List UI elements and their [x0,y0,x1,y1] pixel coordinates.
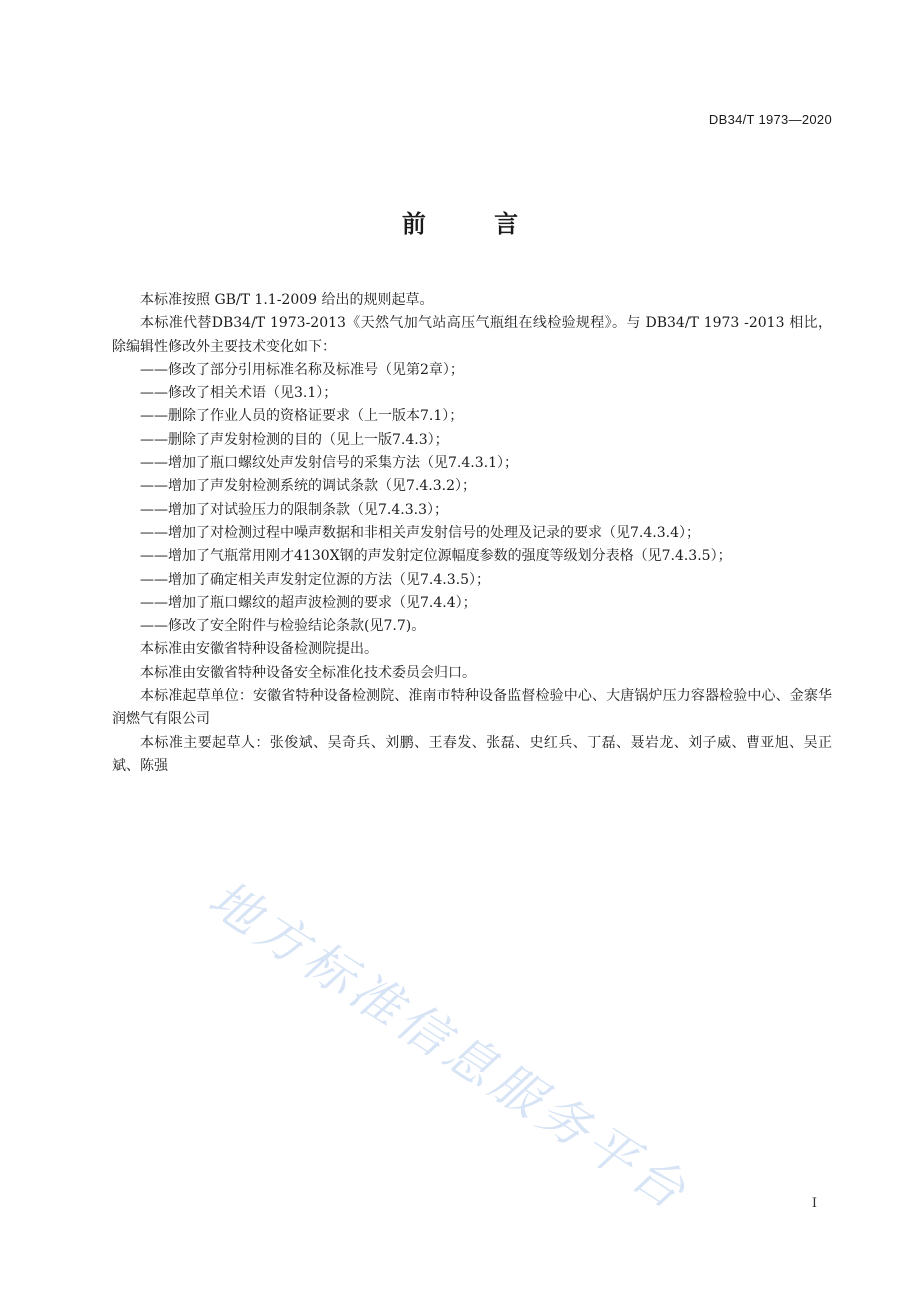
change-item: ——修改了安全附件与检验结论条款(见7.7)。 [140,618,426,635]
change-item: ——增加了瓶口螺纹处声发射信号的采集方法（见7.4.3.1）； [140,455,518,472]
change-item: ——删除了声发射检测的目的（见上一版7.4.3）； [140,431,449,448]
page-title: 前 言 [401,210,549,238]
paragraph-committee: 本标准由安徽省特种设备安全标准化技术委员会归口。 [140,664,476,681]
change-item: ——增加了对试验压力的限制条款（见7.4.3.3）； [140,501,448,518]
paragraph-drafting-rule: 本标准按照 GB/T 1.1-2009 给出的规则起草。 [140,292,434,308]
standard-code: DB34/T 1973—2020 [708,112,832,127]
paragraph-proposer: 本标准由安徽省特种设备检测院提出。 [140,641,378,658]
change-item: ——增加了确定相关声发射定位源的方法（见7.4.3.5）； [140,571,490,588]
change-item: ——增加了声发射检测系统的调试条款（见7.4.3.2）； [140,478,476,495]
page-number: I [811,1196,817,1211]
change-item: ——增加了对检测过程中噪声数据和非相关声发射信号的处理及记录的要求（见7.4.3.4）； [140,524,700,541]
watermark: 地方标准信息服务平台 [198,869,700,1223]
change-item: ——增加了气瓶常用刚才4130X钢的声发射定位源幅度参数的强度等级划分表格（见7.4.3.5）； [140,548,732,565]
change-item: ——修改了相关术语（见3.1）； [140,385,338,402]
foreword-body [112,289,832,778]
change-item: ——删除了作业人员的资格证要求（上一版本7.1）； [140,408,464,425]
paragraph-replacement: 本标准代替DB34/T 1973-2013《天然气加气站高压气瓶组在线检验规程》。与 DB34/T 1973 -2013 相比，除编辑性修改外主要技术变化如下： [112,315,832,355]
change-item: ——修改了部分引用标准名称及标准号（见第2章）； [140,361,464,378]
change-item: ——增加了瓶口螺纹的超声波检测的要求（见7.4.4）； [140,594,477,611]
paragraph-drafting-units: 本标准起草单位：安徽省特种设备检测院、淮南市特种设备监督检验中心、大唐锅炉压力容器检验中心、金寨华润燃气有限公司 [112,688,832,728]
paragraph-drafters: 本标准主要起草人：张俊斌、吴奇兵、刘鹏、王春发、张磊、史红兵、丁磊、聂岩龙、刘子威、曹亚旭、吴正斌、陈强 [112,734,832,774]
